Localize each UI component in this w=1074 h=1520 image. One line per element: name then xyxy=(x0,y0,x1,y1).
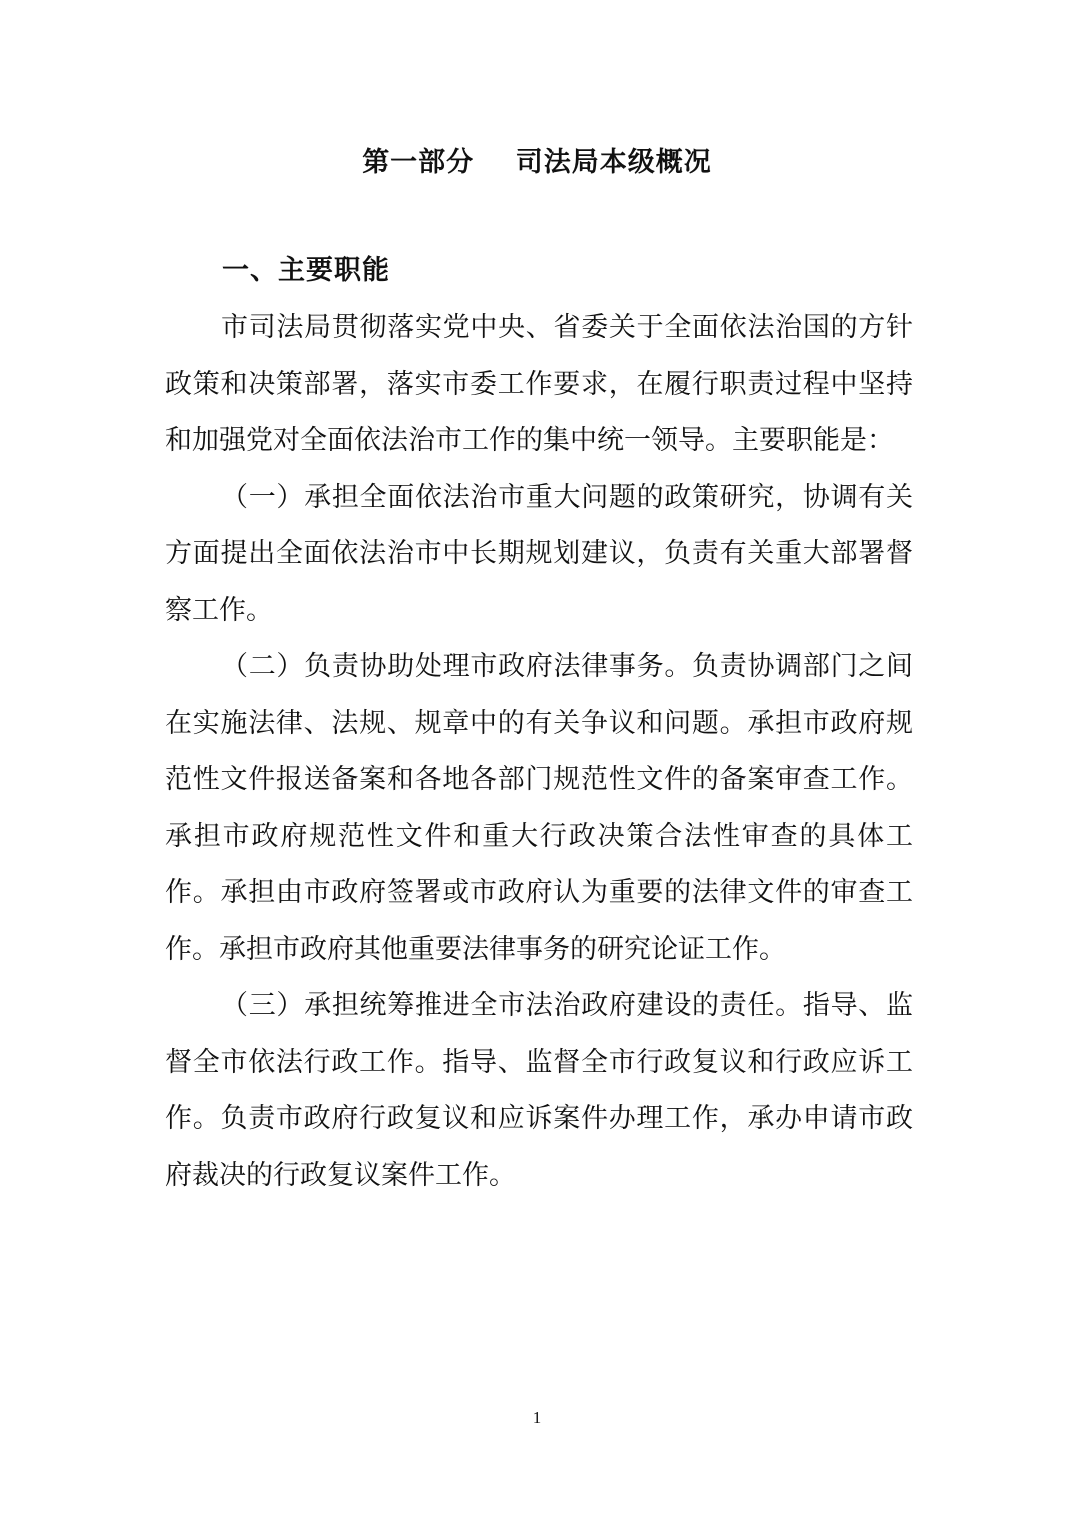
page-number: 1 xyxy=(532,1408,542,1427)
section-heading: 一、主要职能 xyxy=(222,255,390,286)
paragraph-intro: 市司法局贯彻落实党中央、省委关于全面依法治国的方针政策和决策部署，落实市委工作要求，在履行职责过程中坚持和加强党对全面依法治市工作的集中统一领导。主要职能是： xyxy=(165,312,913,456)
paragraph-item-3: （三）承担统筹推进全市法治政府建设的责任。指导、监督全市依法行政工作。指导、监督全市行政复议和行政应诉工作。负责市政府行政复议和应诉案件办理工作，承办申请市政府裁决的行政复议案件工作。 xyxy=(165,990,913,1191)
page-title: 第一部分 司法局本级概况 xyxy=(362,147,712,178)
paragraph-item-2: （二）负责协助处理市政府法律事务。负责协调部门之间在实施法律、法规、规章中的有关争议和问题。承担市政府规范性文件报送备案和各地各部门规范性文件的备案审查工作。承担市政府规范性文件和重大行政决策合法性审查的具体工作。承担由市政府签署或市政府认为重要的法律文件的审查工作。承担市政府其他重要法律事务的研究论证工作。 xyxy=(165,651,913,965)
paragraph-item-1: （一）承担全面依法治市重大问题的政策研究，协调有关方面提出全面依法治市中长期规划建议，负责有关重大部署督察工作。 xyxy=(165,481,913,626)
body-text xyxy=(165,300,913,1204)
